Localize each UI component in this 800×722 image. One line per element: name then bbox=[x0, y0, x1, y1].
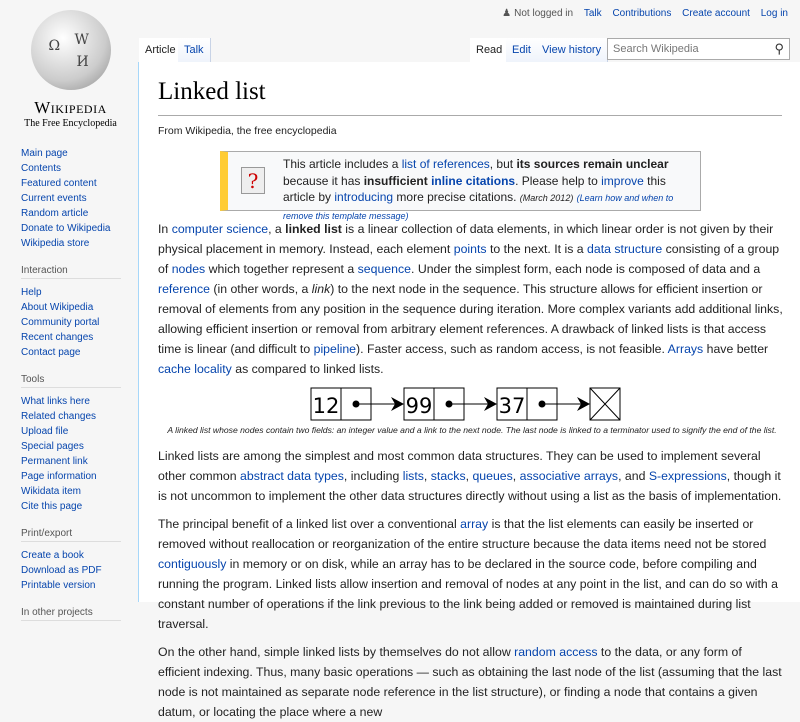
text-segment: to the data, or any form of efficient indexing. Thus, many basic operations — such as obtaining the last node of the list (assuming that the last node is not maintained as separate node reference in the list structure), or finding a node that contains a given datum, or locating the place where a new bbox=[158, 645, 782, 719]
sidebar-item[interactable]: Main page bbox=[21, 148, 68, 159]
personal-tools bbox=[494, 8, 788, 19]
sidebar-item[interactable]: Wikidata item bbox=[21, 486, 82, 497]
text-segment: , including bbox=[343, 469, 403, 483]
sidebar-heading[interactable]: Print/export bbox=[21, 526, 121, 542]
logo-tagline: The Free Encyclopedia bbox=[24, 118, 117, 129]
create-account-link[interactable]: Create account bbox=[682, 8, 750, 19]
sidebar-item[interactable]: Special pages bbox=[21, 441, 84, 452]
article-paragraph bbox=[158, 514, 786, 634]
sidebar-item[interactable]: Cite this page bbox=[21, 501, 83, 512]
tab-talk[interactable]: Talk bbox=[178, 38, 211, 63]
text-segment: , bbox=[465, 469, 473, 483]
search-placeholder: Search Wikipedia bbox=[613, 43, 699, 55]
text-segment: The principal benefit of a linked list over a conventional bbox=[158, 517, 461, 531]
text-segment: , bbox=[512, 469, 520, 483]
inline-link[interactable]: inline citations bbox=[431, 173, 516, 188]
article-paragraph bbox=[158, 446, 786, 506]
text-segment: ). Faster access, such as random access, is not feasible. bbox=[356, 342, 668, 356]
text-segment: insufficient bbox=[363, 173, 432, 188]
inline-link[interactable]: sequence bbox=[357, 262, 411, 276]
page-title: Linked list bbox=[158, 74, 782, 116]
tab-article[interactable]: Article bbox=[139, 38, 183, 63]
tab-edit[interactable]: Edit bbox=[506, 38, 538, 63]
sidebar-item[interactable]: Contact page bbox=[21, 347, 81, 358]
text-segment: . Under the simplest form, each node is composed of data and a bbox=[410, 262, 761, 276]
text-segment: (March 2012) bbox=[519, 193, 574, 203]
sidebar-item[interactable]: Donate to Wikipedia bbox=[21, 223, 111, 234]
tab-view-history[interactable]: View history bbox=[536, 38, 608, 63]
text-segment: , and bbox=[618, 469, 649, 483]
sidebar-item[interactable]: Upload file bbox=[21, 426, 69, 437]
inline-link[interactable]: stacks bbox=[430, 469, 466, 483]
search-icon[interactable]: ⚲ bbox=[774, 41, 784, 56]
inline-link[interactable]: list of references bbox=[401, 157, 490, 171]
inline-link[interactable]: data structure bbox=[587, 242, 663, 256]
article-paragraph bbox=[158, 642, 786, 722]
inline-link[interactable]: improve bbox=[601, 173, 644, 188]
sidebar-item[interactable]: Contents bbox=[21, 163, 62, 174]
inline-link[interactable]: S-expressions bbox=[648, 469, 727, 483]
text-segment: . Please help to bbox=[515, 173, 602, 188]
node-value: 12 bbox=[312, 394, 340, 418]
sidebar-item[interactable]: What links here bbox=[21, 396, 90, 407]
not-logged-in: Not logged in bbox=[514, 8, 574, 19]
inline-link[interactable]: nodes bbox=[171, 262, 206, 276]
text-segment: , bbox=[423, 469, 431, 483]
text-segment: is that the list elements can easily be inserted or removed without reallocation or reorganization of the entire structure because the data items need not be stored bbox=[158, 517, 767, 551]
wikipedia-logo[interactable] bbox=[18, 10, 123, 129]
node-value: 37 bbox=[498, 394, 526, 418]
notice-text bbox=[283, 156, 690, 224]
sidebar-item[interactable]: Help bbox=[21, 287, 42, 298]
text-segment: This article includes a bbox=[283, 157, 402, 171]
inline-link[interactable]: introducing bbox=[334, 190, 394, 204]
text-segment: consisting of a group of bbox=[158, 242, 780, 276]
sidebar-item[interactable]: Wikipedia store bbox=[21, 238, 90, 249]
inline-link[interactable]: computer science bbox=[171, 222, 269, 236]
inline-link[interactable]: array bbox=[460, 517, 489, 531]
sidebar-item[interactable]: Related changes bbox=[21, 411, 97, 422]
linked-list-diagram[interactable] bbox=[310, 387, 782, 423]
site-subtitle: From Wikipedia, the free encyclopedia bbox=[158, 125, 337, 137]
article-paragraph bbox=[158, 219, 786, 379]
sidebar-item[interactable]: Printable version bbox=[21, 580, 96, 591]
sidebar-item[interactable]: Permanent link bbox=[21, 456, 88, 467]
text-segment: have better bbox=[703, 342, 769, 356]
text-segment: , a bbox=[268, 222, 286, 236]
inline-link[interactable]: contiguously bbox=[158, 557, 227, 571]
text-segment: to the next. It is a bbox=[486, 242, 588, 256]
inline-link[interactable]: abstract data types bbox=[240, 469, 344, 483]
text-segment: is a linear collection of data elements, in which linear order is not given by their physical placement in memory. Instead, each element bbox=[158, 222, 774, 256]
inline-link[interactable]: Arrays bbox=[667, 342, 704, 356]
text-segment: this article by bbox=[283, 173, 666, 204]
inline-link[interactable]: queues bbox=[472, 469, 513, 483]
text-segment: ) to the next node in the sequence. This structure allows for efficient insertion or removal of elements from any position in the sequence during iteration. More complex variants add additional links, allowing efficient insertion or removal from arbitrary element references. A drawback of linked lists is that access time is linear (and difficult to bbox=[158, 282, 783, 356]
inline-link[interactable]: lists bbox=[402, 469, 424, 483]
search-input[interactable] bbox=[607, 38, 790, 60]
sidebar-item[interactable]: Create a book bbox=[21, 550, 84, 561]
log-in-link[interactable]: Log in bbox=[760, 8, 788, 19]
sidebar-item[interactable]: Community portal bbox=[21, 317, 100, 328]
sidebar-item[interactable]: Recent changes bbox=[21, 332, 94, 343]
text-segment: in memory or on disk, while an array has to be declared in the source code, before compiling and running the program. Linked lists allow insertion and removal of nodes at any point in the list, and can do so with a constant number of operations if the link previous to the link being added or removed is maintained during list traversal. bbox=[158, 557, 778, 631]
content bbox=[138, 62, 800, 719]
sidebar-heading[interactable]: Tools bbox=[21, 372, 121, 388]
sidebar-item[interactable]: Download as PDF bbox=[21, 565, 102, 576]
text-segment: link bbox=[311, 282, 331, 296]
text-segment: On the other hand, simple linked lists by themselves do not allow bbox=[158, 645, 515, 659]
text-segment: more precise citations. bbox=[393, 190, 520, 204]
sidebar-item[interactable]: Page information bbox=[21, 471, 97, 482]
logo-wordmark: Wikipedia bbox=[34, 98, 107, 117]
sidebar-item[interactable]: About Wikipedia bbox=[21, 302, 94, 313]
inline-link[interactable]: points bbox=[453, 242, 487, 256]
contributions-link[interactable]: Contributions bbox=[612, 8, 672, 19]
text-segment: (in other words, a bbox=[209, 282, 312, 296]
text-segment: its sources remain unclear bbox=[516, 157, 669, 171]
globe-icon: Ω W И bbox=[31, 10, 111, 90]
inline-link[interactable]: pipeline bbox=[313, 342, 357, 356]
sidebar-item[interactable]: Random article bbox=[21, 208, 89, 219]
text-segment: which together represent a bbox=[205, 262, 358, 276]
text-segment: as compared to linked lists. bbox=[231, 362, 384, 376]
inline-link[interactable]: random access bbox=[514, 645, 598, 659]
sidebar bbox=[21, 146, 131, 627]
text-segment: In bbox=[158, 222, 172, 236]
tab-read[interactable]: Read bbox=[470, 38, 509, 63]
user-icon: ♟ bbox=[502, 8, 512, 19]
text-segment: , but bbox=[489, 157, 517, 171]
inline-link[interactable]: associative arrays bbox=[519, 469, 619, 483]
refimprove-notice bbox=[220, 151, 701, 221]
inline-link[interactable]: cache locality bbox=[158, 362, 232, 376]
sidebar-heading[interactable]: Interaction bbox=[21, 263, 121, 279]
sidebar-item[interactable]: Featured content bbox=[21, 178, 97, 189]
inline-link[interactable]: (Learn how and when to remove this template message) bbox=[283, 193, 674, 221]
node-value: 99 bbox=[405, 394, 433, 418]
text-segment: linked list bbox=[285, 222, 342, 236]
talk-link[interactable]: Talk bbox=[583, 8, 602, 19]
text-segment: , though it is not uncommon to implement the other data structures directly without using a list as the basis of implementation. bbox=[158, 469, 782, 503]
text-segment: Linked lists are among the simplest and most common data structures. They can be used to implement several other common bbox=[158, 449, 761, 483]
sidebar-heading[interactable]: In other projects bbox=[21, 605, 121, 621]
inline-link[interactable]: reference bbox=[158, 282, 210, 296]
diagram-caption: A linked list whose nodes contain two fields: an integer value and a link to the next node. The last node is linked to a terminator used to signify the end of the list. bbox=[167, 425, 777, 435]
sidebar-item[interactable]: Current events bbox=[21, 193, 87, 204]
question-icon: ? bbox=[241, 167, 265, 194]
text-segment: because it has bbox=[283, 173, 364, 188]
